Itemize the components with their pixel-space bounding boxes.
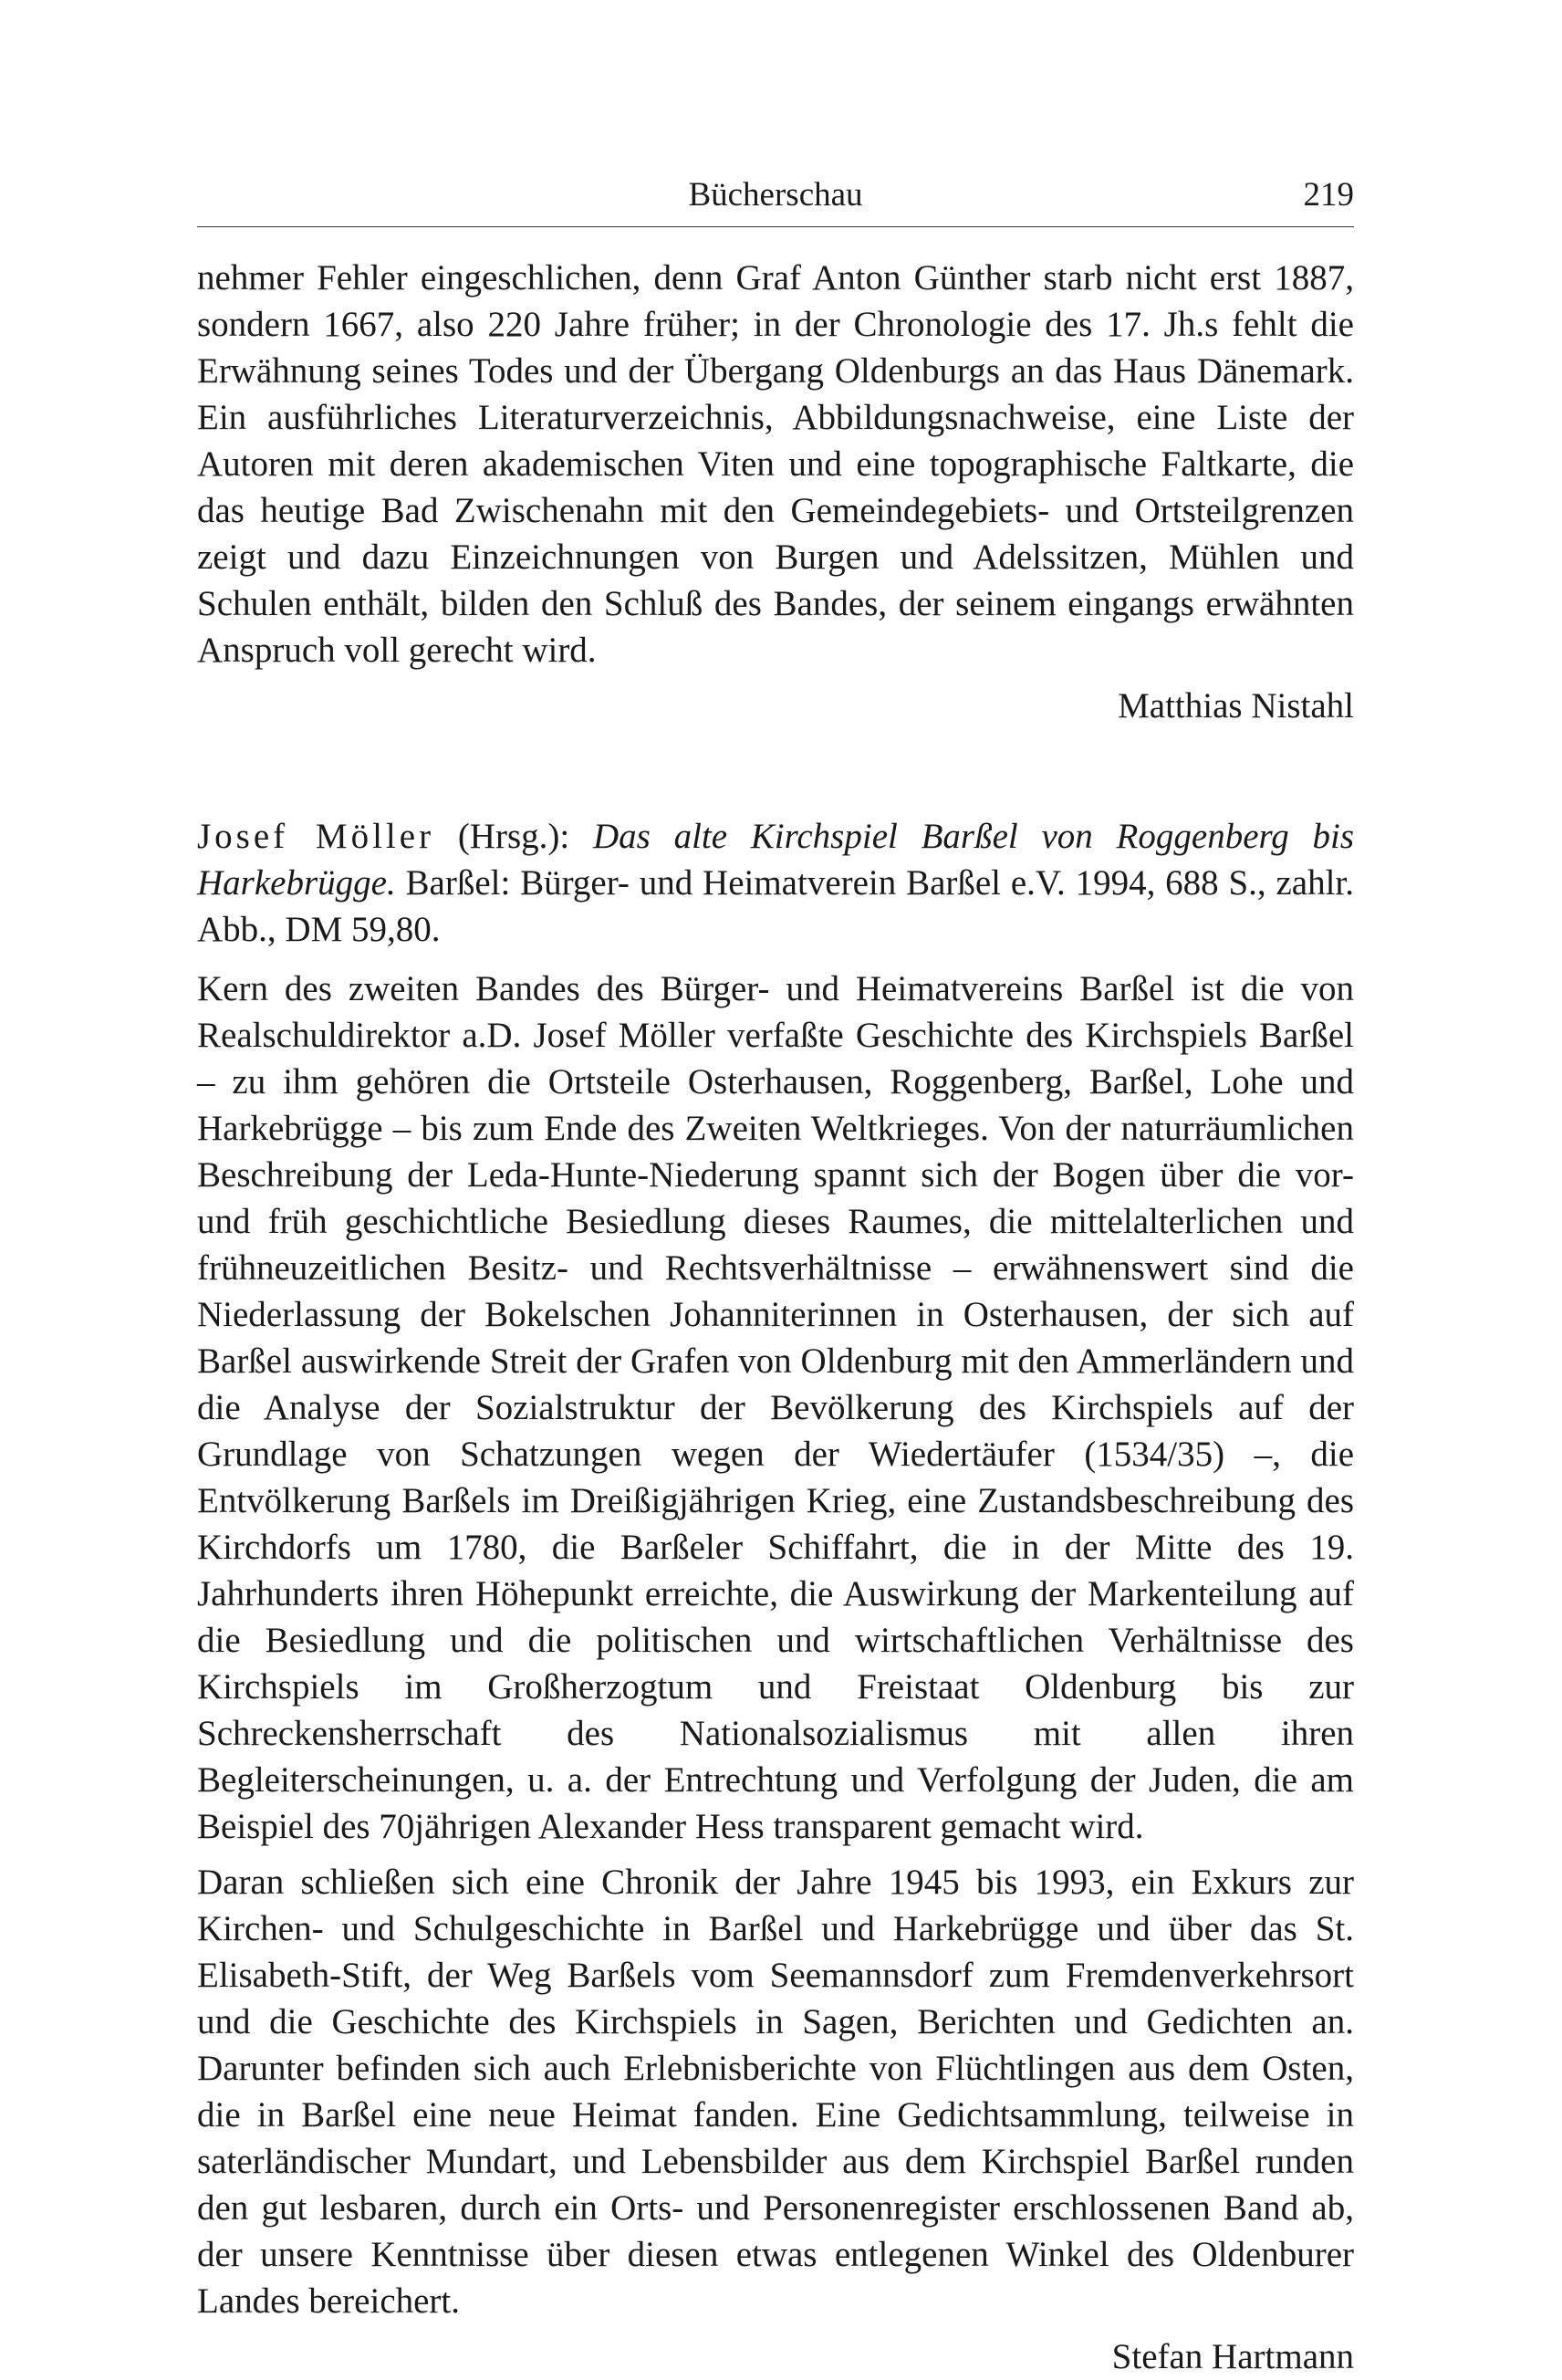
review-moeller (197, 813, 1354, 2380)
header-rule (197, 226, 1354, 227)
reviewer-signature: Stefan Hartmann (1111, 2337, 1354, 2376)
review-nistahl (197, 255, 1354, 729)
page-number: 219 (1303, 176, 1354, 214)
book-publication: Barßel: Bürger- und Heimatverein Barßel e.V. 1994, 688 S., zahlr. Abb., DM 59,80. (197, 863, 1354, 949)
book-review-page (197, 170, 1354, 2380)
review-paragraph: Daran schließen sich eine Chronik der Jahre 1945 bis 1993, ein Exkurs zur Kirchen- und Schulgeschichte in Barßel und Harkebrügge und über das St. Elisabeth-Stift, der Weg Barßels vom Seemannsdorf zum Fremdenverkehrsort und die Geschichte des Kirchspiels in Sagen, Berichten und Gedichten an. Darunter befinden sich auch Erlebnisberichte von Flüchtlingen aus dem Osten, die in Barßel eine neue Heimat fanden. Eine Gedichtsammlung, teilweise in saterländischer Mundart, und Lebensbilder aus dem Kirchspiel Barßel runden den gut lesbaren, durch ein Orts- und Personenregister erschlossenen Band ab, der unsere Kenntnisse über diesen etwas entlegenen Winkel des Oldenburer Landes bereichert. (197, 1863, 1354, 2321)
running-header-title: Bücherschau (688, 176, 863, 214)
book-author: Josef Möller (197, 817, 435, 856)
running-header (197, 170, 1354, 221)
book-editor-note: (Hrsg.): (434, 817, 593, 856)
review-paragraph: nehmer Fehler eingeschlichen, denn Graf Anton Günther starb nicht erst 1887, sondern 1667, also 220 Jahre früher; in der Chronologie des 17. Jh.s fehlt die Erwähnung seines Todes und der Übergang Oldenburgs an das Haus Dänemark. Ein ausführliches Literaturverzeichnis, Abbildungsnachweise, eine Liste der Autoren mit deren akademischen Viten und eine topographische Faltkarte, die das heutige Bad Zwischenahn mit den Gemeindegebiets- und Ortsteilgrenzen zeigt und dazu Einzeichnungen von Burgen und Adelssitzen, Mühlen und Schulen enthält, bilden den Schluß des Bandes, der seinem eingangs erwähnten Anspruch voll gerecht wird. (197, 258, 1354, 670)
book-citation (197, 813, 1354, 953)
review-paragraph: Kern des zweiten Bandes des Bürger- und Heimatvereins Barßel ist die von Realschuldirektor a.D. Josef Möller verfaßte Geschichte des Kirchspiels Barßel – zu ihm gehören die Ortsteile Osterhausen, Roggenberg, Barßel, Lohe und Harkebrügge – bis zum Ende des Zweiten Weltkrieges. Von der naturräumlichen Beschreibung der Leda-Hunte-Niederung spannt sich der Bogen über die vor- und früh geschichtliche Besiedlung dieses Raumes, die mittelalterlichen und frühneuzeitlichen Besitz- und Rechtsverhältnisse – erwähnenswert sind die Niederlassung der Bokelschen Johanniterinnen in Osterhausen, der sich auf Barßel auswirkende Streit der Grafen von Oldenburg mit den Ammerländern und die Analyse der Sozialstruktur der Bevölkerung des Kirchspiels auf der Grundlage von Schatzungen wegen der Wiedertäufer (1534/35) –, die Entvölkerung Barßels im Dreißigjährigen Krieg, eine Zustandsbeschreibung des Kirchdorfs um 1780, die Barßeler Schiffahrt, die in der Mitte des 19. Jahrhunderts ihren Höhepunkt erreichte, die Auswirkung der Markenteilung auf die Besiedlung und die politischen und wirtschaftlichen Verhältnisse des Kirchspiels im Großherzogtum und Freistaat Oldenburg bis zur Schreckensherrschaft des Nationalsozialismus mit allen ihren Begleiterscheinungen, u. a. der Entrechtung und Verfolgung der Juden, die am Beispiel des 70jährigen Alexander Hess transparent gemacht wird. (197, 969, 1354, 1846)
reviewer-signature: Matthias Nistahl (1118, 686, 1354, 725)
book-title: Das alte Kirchspiel Barßel von Roggenberg bis Harkebrügge. (197, 817, 1354, 903)
